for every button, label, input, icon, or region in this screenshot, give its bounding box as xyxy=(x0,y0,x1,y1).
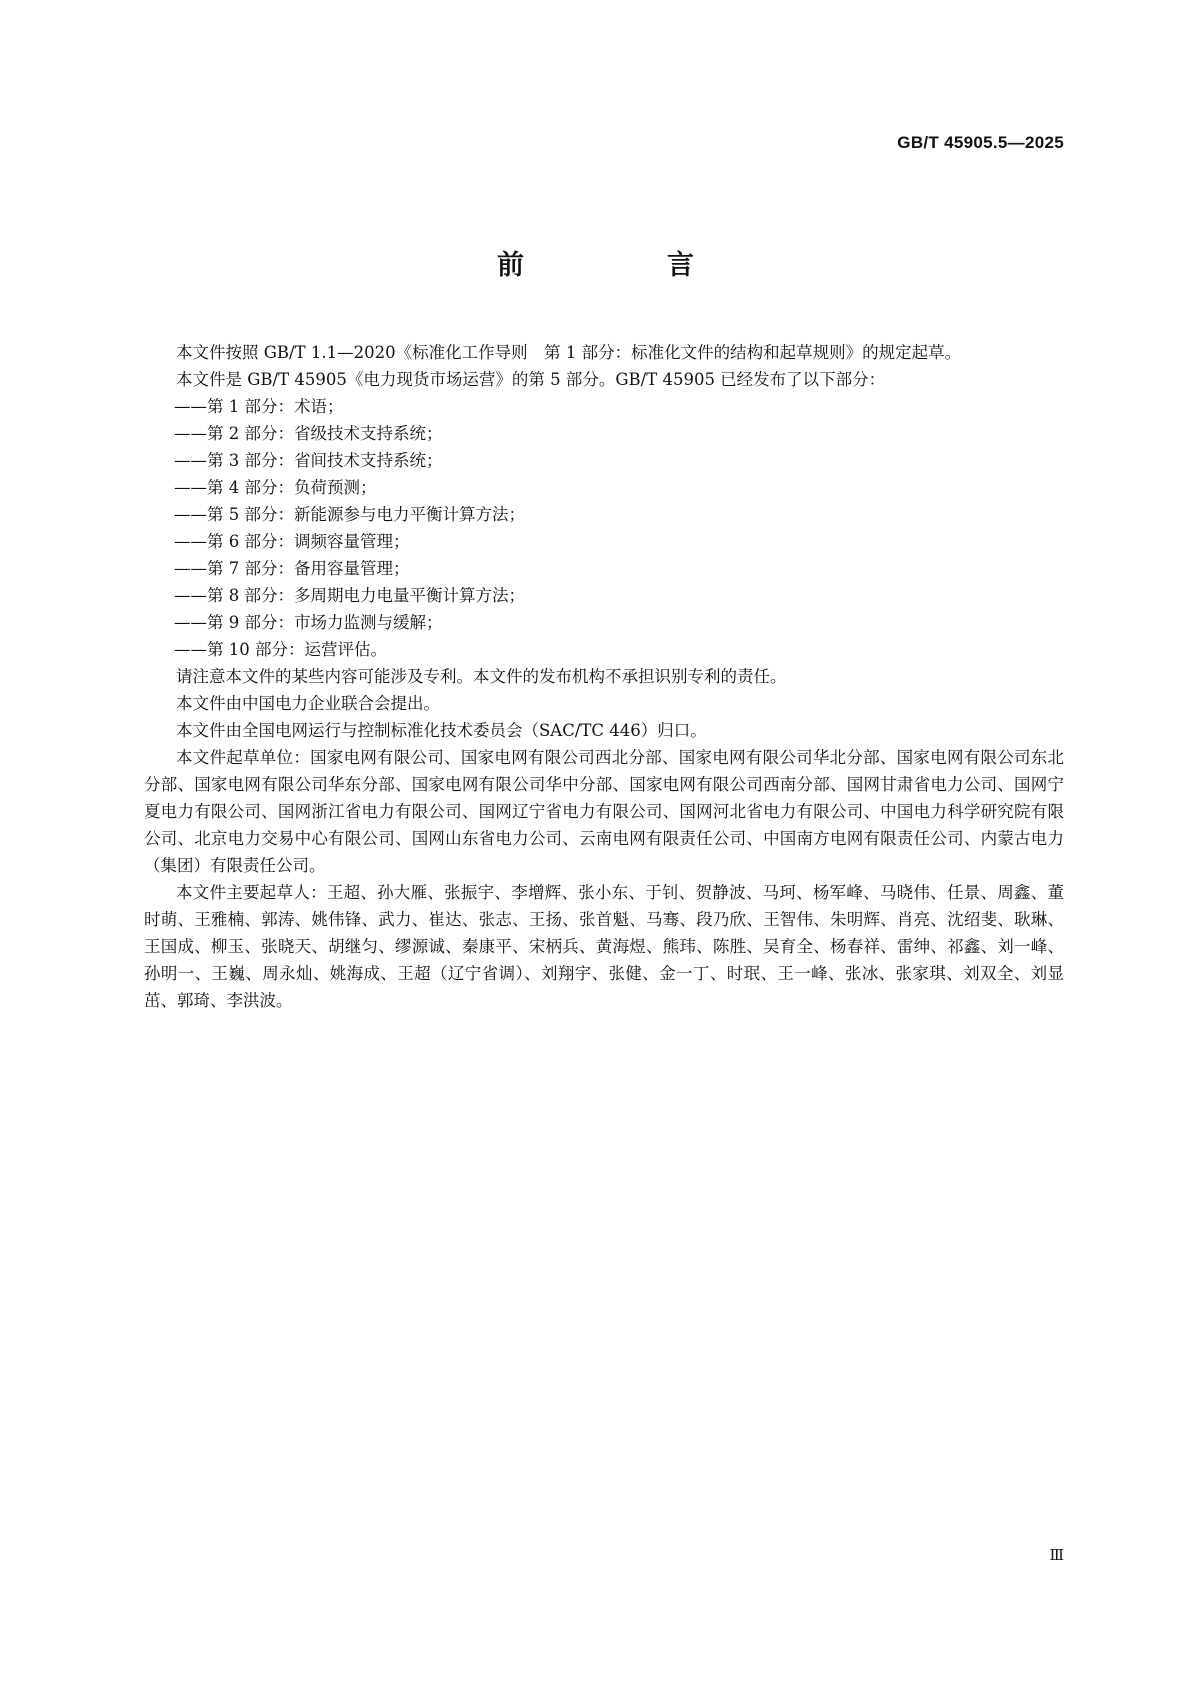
list-item: ——第 4 部分：负荷预测； xyxy=(174,478,377,497)
paragraph-drafting-units: 本文件起草单位：国家电网有限公司、国家电网有限公司西北分部、国家电网有限公司华北分部、国家电网有限公司东北分部、国家电网有限公司华东分部、国家电网有限公司华中分部、国家电网有限公司西南分部、国网甘肃省电力公司、国网宁夏电力有限公司、国网浙江省电力有限公司、国网辽宁省电力有限公司、国网河北省电力有限公司、中国电力科学研究院有限公司、北京电力交易中心有限公司、国网山东省电力公司、云南电网有限责任公司、中国南方电网有限责任公司、内蒙古电力（集团）有限责任公司。 xyxy=(144,748,1064,875)
paragraph-drafting-rules: 本文件按照 GB/T 1.1—2020《标准化工作导则 第 1 部分：标准化文件的结构和起草规则》的规定起草。 xyxy=(176,343,962,362)
list-item: ——第 9 部分：市场力监测与缓解； xyxy=(174,613,443,632)
document-body xyxy=(144,339,1064,1014)
list-item: ——第 1 部分：术语； xyxy=(174,397,344,416)
list-item: ——第 7 部分：备用容量管理； xyxy=(174,559,410,578)
page-title: 前 言 xyxy=(497,250,752,281)
paragraph-drafters: 本文件主要起草人：王超、孙大雁、张振宇、李增辉、张小东、于钊、贺静波、马珂、杨军峰、马晓伟、任景、周鑫、董时萌、王雅楠、郭涛、姚伟锋、武力、崔达、张志、王扬、张首魁、马骞、段乃欣、王智伟、朱明辉、肖亮、沈绍斐、耿琳、王国成、柳玉、张晓天、胡继匀、缪源诚、秦康平、宋柄兵、黄海煜、熊玮、陈胜、吴育全、杨春祥、雷绅、祁鑫、刘一峰、孙明一、王巍、周永灿、姚海成、王超（辽宁省调）、刘翔宇、张健、金一丁、时珉、王一峰、张冰、张家琪、刘双全、刘显茁、郭琦、李洪波。 xyxy=(144,883,1064,1010)
list-item: ——第 3 部分：省间技术支持系统； xyxy=(174,451,443,470)
page-number: Ⅲ xyxy=(1049,1546,1064,1564)
list-item: ——第 10 部分：运营评估。 xyxy=(174,640,387,659)
paragraph-committee: 本文件由全国电网运行与控制标准化技术委员会（SAC/TC 446）归口。 xyxy=(176,721,707,740)
standard-code: GB/T 45905.5—2025 xyxy=(897,133,1064,152)
paragraph-patent-notice: 请注意本文件的某些内容可能涉及专利。本文件的发布机构不承担识别专利的责任。 xyxy=(176,667,787,686)
list-item: ——第 5 部分：新能源参与电力平衡计算方法； xyxy=(174,505,525,524)
list-item: ——第 6 部分：调频容量管理； xyxy=(174,532,410,551)
paragraph-parts-intro: 本文件是 GB/T 45905《电力现货市场运营》的第 5 部分。GB/T 45905 已经发布了以下部分： xyxy=(176,370,886,389)
list-item: ——第 2 部分：省级技术支持系统； xyxy=(174,424,443,443)
paragraph-proposer: 本文件由中国电力企业联合会提出。 xyxy=(176,694,440,713)
list-item: ——第 8 部分：多周期电力电量平衡计算方法； xyxy=(174,586,525,605)
